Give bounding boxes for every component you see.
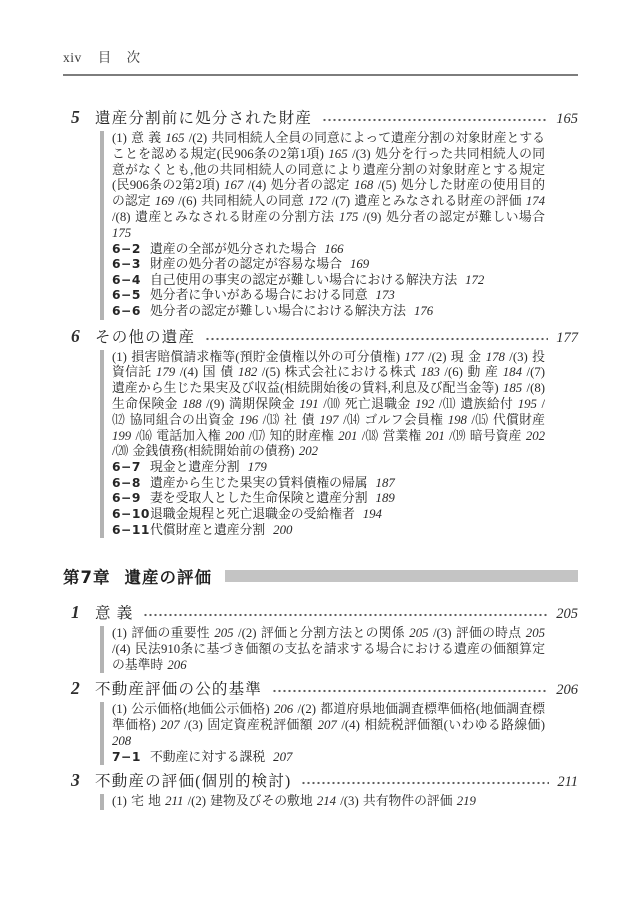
dot-leader <box>272 689 548 693</box>
dot-leader <box>143 613 548 617</box>
toc-header-title: 目 次 <box>97 50 147 65</box>
example-title: 現金と遺産分割 <box>150 460 240 475</box>
page-number-label: xiv <box>63 50 82 65</box>
section-entry <box>63 325 578 347</box>
subsection-paragraph: (1) 公示価格(地価公示価格) 206 /(2) 都道府県地価調査標準価格(地価調査標準価格) 207 /(3) 固定資産税評価額 207 /(4) 相続税評価額(いわゆる路線価) 208 <box>112 702 546 749</box>
example-title: 不動産に対する課税 <box>150 749 266 764</box>
example-title: 自己使用の事実の認定が難しい場合における解決方法 <box>150 272 458 287</box>
example-item <box>112 491 545 507</box>
example-page: 194 <box>362 506 382 521</box>
chapter-number: 第7章 <box>63 568 111 588</box>
section-title: 不動産の評価(個別的検討) <box>95 773 292 791</box>
toc-section-3 <box>63 769 578 810</box>
example-title: 退職金規程と死亡退職金の受給権者 <box>150 506 355 521</box>
section-entry <box>63 769 578 791</box>
section-number: 5 <box>71 107 80 127</box>
section-entry <box>63 677 578 699</box>
section-page-number: 211 <box>557 774 578 791</box>
example-page: 173 <box>375 288 395 303</box>
section-page-number: 205 <box>556 606 578 623</box>
example-label: 6−2 <box>112 241 141 256</box>
chapter-title: 遺産の評価 <box>124 568 212 588</box>
dot-leader <box>322 118 548 122</box>
subsection-paragraph: (1) 宅 地 211 /(2) 建物及びその敷地 214 /(3) 共有物件の評価 219 <box>112 794 476 809</box>
example-label: 6−8 <box>112 475 141 490</box>
section-page-number: 177 <box>556 329 578 346</box>
example-title: 代償財産と遺産分割 <box>150 522 266 537</box>
example-item <box>112 507 545 523</box>
section-number: 3 <box>71 770 80 791</box>
section-entry <box>63 601 578 623</box>
toc-section-1 <box>63 601 578 673</box>
example-label: 6−6 <box>112 303 141 318</box>
toc-section-6 <box>63 325 578 539</box>
subsection-block <box>100 626 545 673</box>
example-title: 遺産の全部が処分された場合 <box>150 241 317 256</box>
example-item <box>112 750 545 766</box>
example-label: 6−5 <box>112 288 141 303</box>
example-title: 妻を受取人とした生命保険と遺産分割 <box>150 491 368 506</box>
dot-leader <box>205 337 548 341</box>
example-page: 187 <box>375 475 395 490</box>
toc-section-5 <box>63 106 578 320</box>
example-item <box>112 460 545 476</box>
page-header <box>63 46 578 66</box>
example-item <box>112 476 545 492</box>
toc-section-2 <box>63 677 578 765</box>
example-label: 6−7 <box>112 460 141 475</box>
example-page: 176 <box>413 303 434 318</box>
section-title: 不動産評価の公的基準 <box>95 681 263 699</box>
example-title: 財産の処分者の認定が容易な場合 <box>150 257 342 272</box>
example-label: 7−1 <box>112 749 141 764</box>
dot-leader <box>301 781 549 785</box>
example-item <box>112 523 545 539</box>
example-label: 6−4 <box>112 272 141 287</box>
subsection-paragraph: (1) 意 義 165 /(2) 共同相続人全員の同意によって遺産分割の対象財産とすることを認める規定(民906条の2第1項) 165 /(3) 処分を行った共同相続人の同意がなくとも,他の共同相続人の同意により遺産分割の対象財産とする規定(民906条の2第2項) 167 /(4) 処分者の認定 168 /(5) 処分した財産の使用目的の認定 169 /(6) 共同相続人の同意 172 /(7) 遺産とみなされる財産の評価 174 /(8) 遺産とみなされる財産の分割方法 175 /(9) 処分者の認定が難しい場合 175 <box>112 131 546 240</box>
example-page: 179 <box>247 460 267 475</box>
example-page: 189 <box>375 491 395 506</box>
section-title: その他の遺産 <box>95 328 196 346</box>
chapter-heading <box>63 564 578 588</box>
section-number: 6 <box>71 325 80 346</box>
example-label: 6−9 <box>112 491 141 506</box>
example-page: 172 <box>465 272 485 287</box>
section-title: 遺産分割前に処分された財産 <box>95 110 313 127</box>
header-rule <box>63 74 578 76</box>
example-label: 6−10 <box>112 506 150 521</box>
example-title: 遺産から生じた果実の賃料債権の帰属 <box>150 475 368 490</box>
example-title: 処分者の認定が難しい場合における解決方法 <box>150 303 406 318</box>
example-page: 200 <box>273 522 293 537</box>
example-page: 166 <box>324 241 344 256</box>
subsection-block <box>100 131 545 320</box>
example-page: 169 <box>349 257 370 272</box>
example-label: 6−3 <box>112 257 141 272</box>
section-number: 1 <box>71 602 80 623</box>
subsection-block <box>100 702 545 765</box>
subsection-paragraph: (1) 評価の重要性 205 /(2) 評価と分割方法との関係 205 /(3) 評価の時点 205 /(4) 民法910条に基づき価額の支払を請求する場合における遺産の価額算定の基準時 206 <box>112 626 545 672</box>
section-number: 2 <box>71 678 80 699</box>
example-page: 207 <box>273 749 293 764</box>
subsection-block <box>100 794 545 810</box>
chapter-heading-bar <box>225 570 578 582</box>
section-title: 意 義 <box>95 605 134 623</box>
example-item <box>112 288 545 304</box>
subsection-paragraph: (1) 損害賠償請求権等(預貯金債権以外の可分債権) 177 /(2) 現 金 178 /(3) 投資信託 179 /(4) 国 債 182 /(5) 株式会社における株式 183 /(6) 動 産 184 /(7) 遺産から生じた果実及び収益(相続開始後の賃料,利息及び配当金等) 185 /(8) 生命保険金 188 /(9) 満期保険金 191 /⑽ 死亡退職金 192 /⑾ 遺族給付 195 /⑿ 協同組合の出資金 196 /⒀ 社 債 197 /⒁ ゴルフ会員権 198 /⒂ 代償財産 199 /⒃ 電話加入権 200 /⒄ 知的財産権 201 /⒅ 営業権 201 /⒆ 暗号資産 202 /⒇ 金銭債務(相続開始前の債務) 202 <box>112 349 546 459</box>
section-entry <box>63 106 578 128</box>
section-page-number: 165 <box>556 111 578 127</box>
example-item <box>112 242 545 258</box>
example-item <box>112 273 545 289</box>
subsection-block <box>100 350 545 539</box>
example-title: 処分者に争いがある場合における同意 <box>150 288 368 303</box>
example-item <box>112 257 545 273</box>
section-page-number: 206 <box>556 682 578 699</box>
example-label: 6−11 <box>112 522 150 537</box>
example-item <box>112 304 545 320</box>
